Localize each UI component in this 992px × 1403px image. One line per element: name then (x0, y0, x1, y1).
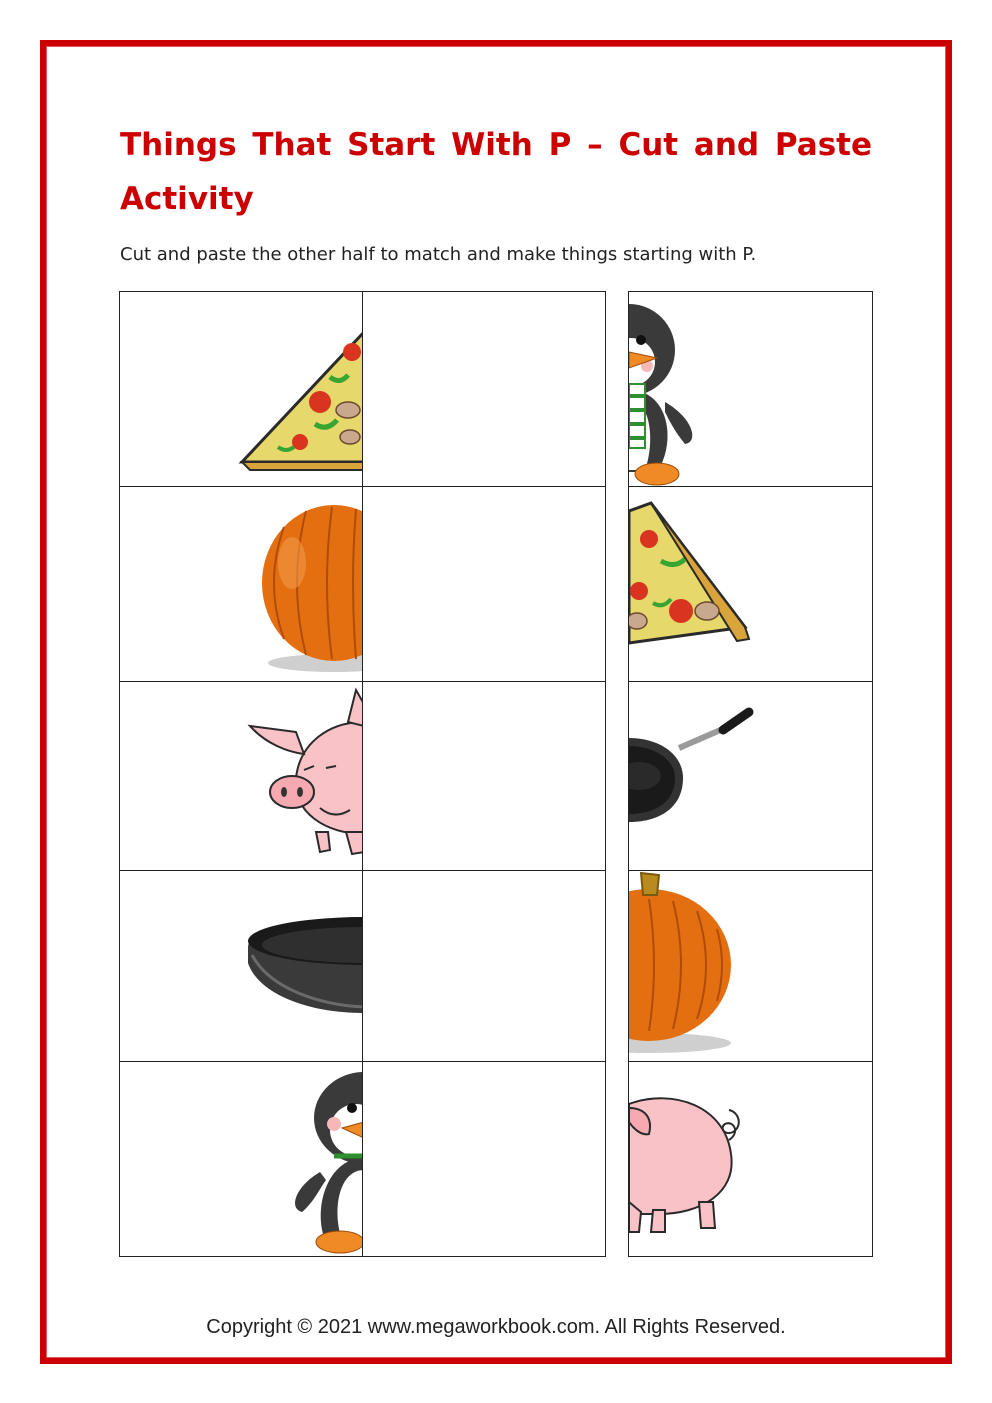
paste-area[interactable] (362, 870, 606, 1062)
pumpkin-icon (120, 487, 363, 682)
left-half-cell[interactable] (119, 1061, 363, 1257)
left-half-cell[interactable] (119, 486, 363, 682)
left-half-cell[interactable] (119, 870, 363, 1062)
right-half-cell[interactable] (628, 870, 873, 1062)
pizza-icon (120, 292, 363, 487)
worksheet-instructions: Cut and paste the other half to match and make things starting with P. (120, 244, 757, 265)
penguin-icon (629, 292, 873, 487)
right-half-cell[interactable] (628, 1061, 873, 1257)
pan-icon (629, 682, 873, 871)
copyright-footer: Copyright © 2021 www.megaworkbook.com. All Rights Reserved. (206, 1316, 786, 1338)
paste-area[interactable] (362, 486, 606, 682)
pig-icon (629, 1062, 873, 1257)
paste-area[interactable] (362, 1061, 606, 1257)
right-half-cell[interactable] (628, 486, 873, 682)
right-half-cell[interactable] (628, 291, 873, 487)
right-half-cell[interactable] (628, 681, 873, 871)
pumpkin-icon (629, 871, 873, 1062)
worksheet-title: Things That Start With P – Cut and Paste Activity (120, 127, 872, 217)
pizza-icon (629, 487, 873, 682)
paste-area[interactable] (362, 681, 606, 871)
penguin-icon (120, 1062, 363, 1257)
pig-icon (120, 682, 363, 871)
paste-area[interactable] (362, 291, 606, 487)
left-half-cell[interactable] (119, 291, 363, 487)
left-half-cell[interactable] (119, 681, 363, 871)
pan-icon (120, 871, 363, 1062)
